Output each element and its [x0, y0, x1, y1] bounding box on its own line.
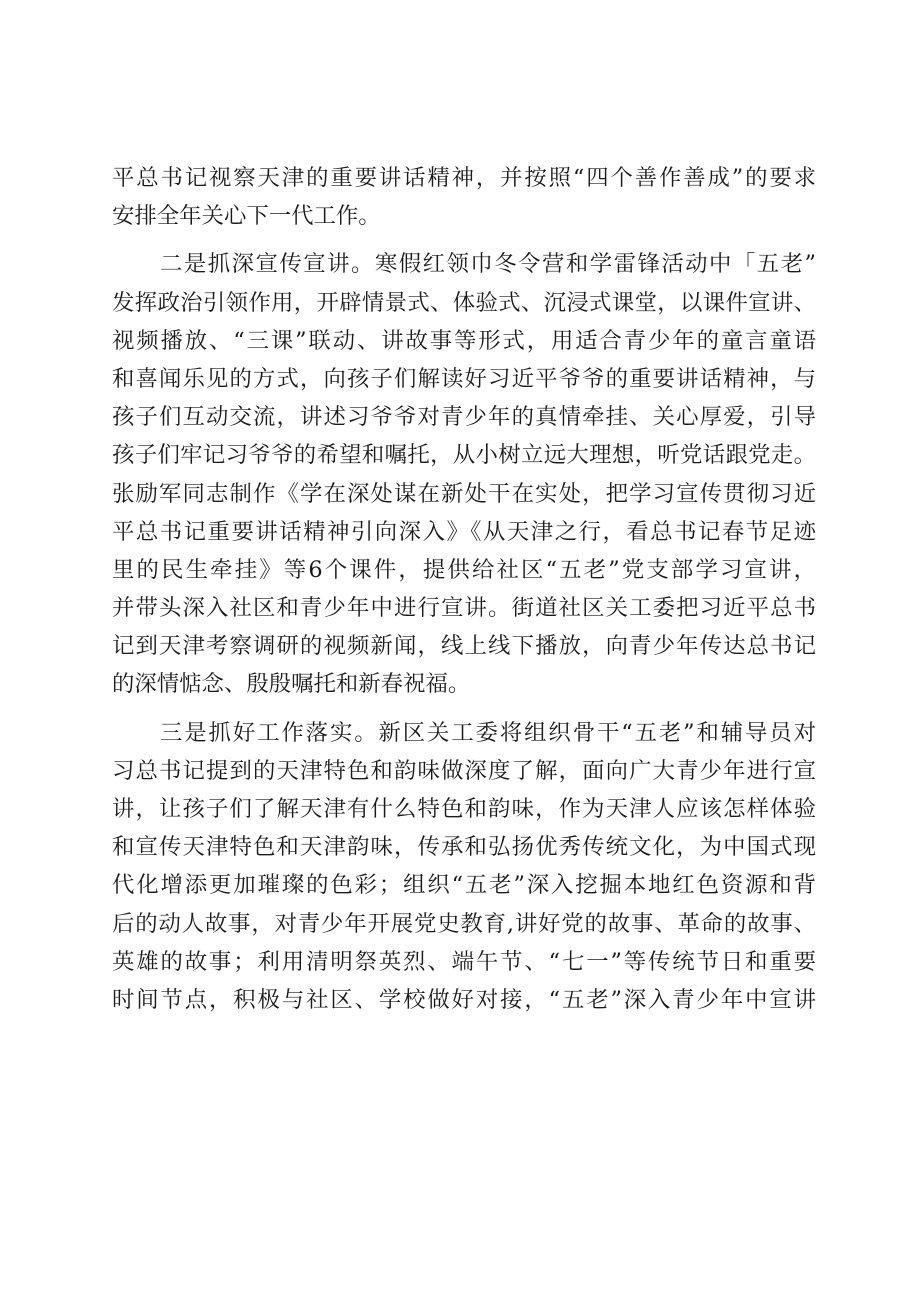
text-line: 孩子们牢记习爷爷的希望和嘱托，从小树立远大理想，听党话跟党走。 — [112, 442, 816, 469]
paragraph-3 — [112, 714, 816, 1020]
text-line: 平总书记重要讲话精神引向深入》《从天津之行，看总书记春节足迹 — [112, 518, 816, 545]
text-line: 记到天津考察调研的视频新闻，线上线下播放，向青少年传达总书记 — [112, 633, 816, 660]
text-line: 英雄的故事；利用清明祭英烈、端午节、“七一”等传统节日和重要 — [112, 948, 816, 975]
paragraph-2 — [112, 245, 816, 703]
text-line: 发挥政治引领作用，开辟情景式、体验式、沉浸式课堂，以课件宣讲、 — [112, 289, 816, 316]
text-line: 视频播放、“三课”联动、讲故事等形式，用适合青少年的童言童语 — [112, 327, 816, 354]
text-line: 和宣传天津特色和天津韵味，传承和弘扬优秀传统文化，为中国式现 — [112, 834, 816, 861]
text-line: 二是抓深宣传宣讲。寒假红领巾冬令营和学雷锋活动中「五老” — [160, 251, 816, 278]
text-line: 代化增添更加璀璨的色彩；组织“五老”深入挖掘本地红色资源和背 — [112, 872, 816, 899]
text-line: 后的动人故事，对青少年开展党史教育,讲好党的故事、革命的故事、 — [112, 910, 816, 937]
text-line: 三是抓好工作落实。新区关工委将组织骨干“五老”和辅导员对 — [160, 719, 816, 746]
paragraph-gap — [112, 235, 816, 245]
text-line: 孩子们互动交流，讲述习爷爷对青少年的真情牵挂、关心厚爱，引导 — [112, 404, 816, 431]
text-line: 习总书记提到的天津特色和韵味做深度了解，面向广大青少年进行宣 — [112, 757, 816, 784]
text-line: 平总书记视察天津的重要讲话精神，并按照“四个善作善成”的要求 — [112, 165, 816, 191]
paragraph-1 — [112, 159, 816, 235]
text-line: 时间节点，积极与社区、学校做好对接，“五老”深入青少年中宣讲 — [112, 986, 816, 1013]
body-text — [112, 159, 816, 1019]
text-line: 张励军同志制作《学在深处谋在新处干在实处，把学习宣传贯彻习近 — [112, 480, 816, 507]
text-line: 安排全年关心下一代工作。 — [112, 203, 381, 230]
text-line: 并带头深入社区和青少年中进行宣讲。街道社区关工委把习近平总书 — [112, 595, 816, 622]
text-line: 讲，让孩子们了解天津有什么特色和韵味，作为天津人应该怎样体验 — [112, 796, 816, 822]
paragraph-gap — [112, 704, 816, 714]
text-line: 的深情惦念、殷殷嘱托和新春祝福。 — [112, 671, 471, 698]
text-line: 和喜闻乐见的方式，向孩子们解读好习近平爷爷的重要讲话精神，与 — [112, 365, 816, 392]
text-line: 里的民生牵挂》等6个课件，提供给社区“五老”党支部学习宣讲， — [112, 556, 816, 583]
